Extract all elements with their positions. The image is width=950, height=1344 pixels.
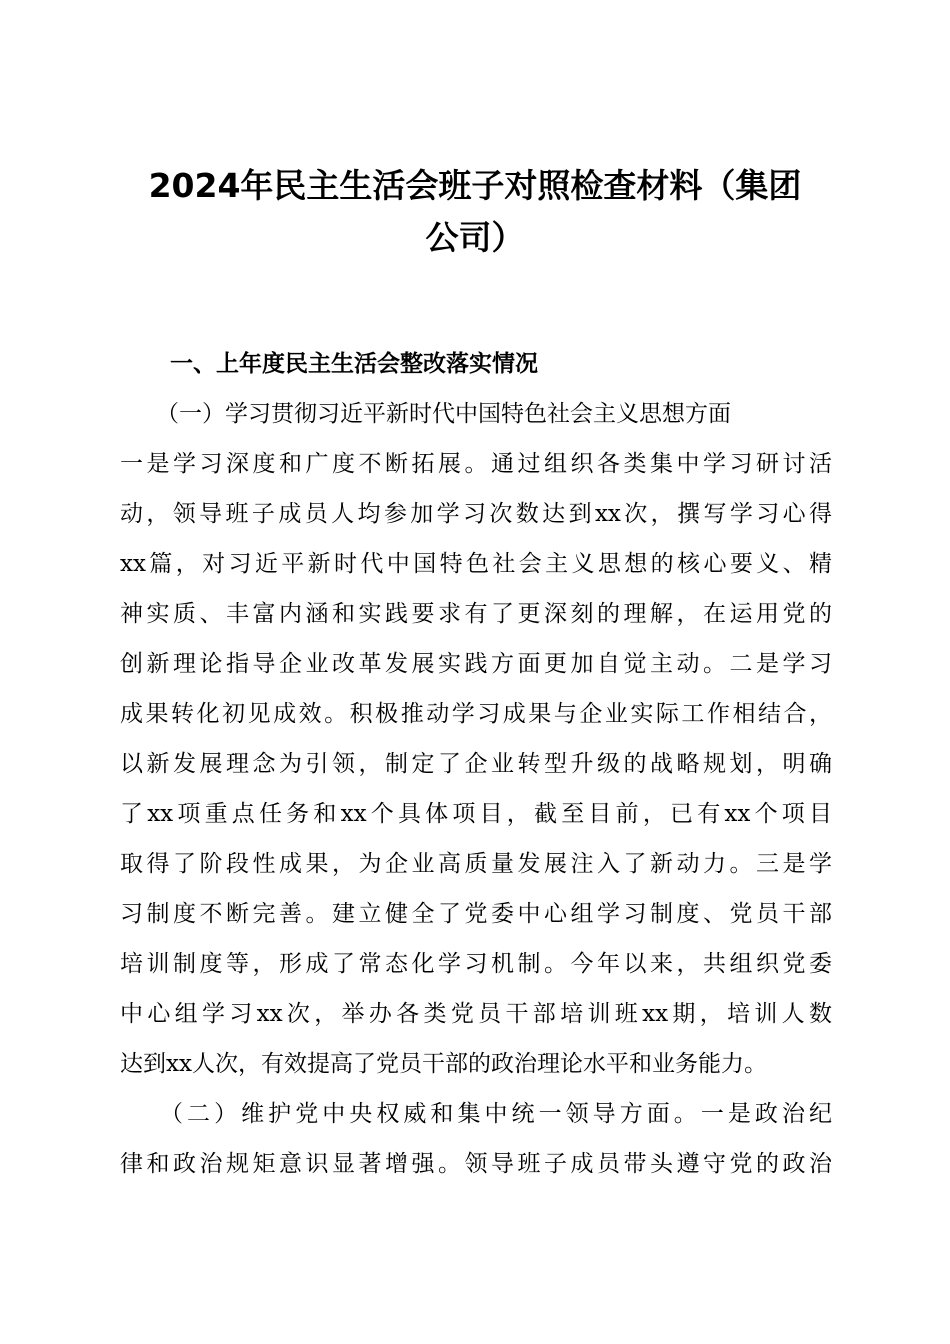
title-line: 2024年民主生活会班子对照检查材料（集团 bbox=[148, 166, 802, 205]
text-line: 以新发展理念为引领，制定了企业转型升级的战略规划，明确 bbox=[120, 751, 832, 777]
document-body bbox=[120, 339, 832, 1189]
title-line: 公司） bbox=[425, 218, 525, 257]
text-line: 神实质、丰富内涵和实践要求有了更深刻的理解，在运用党的 bbox=[120, 601, 832, 627]
paragraph bbox=[120, 389, 832, 1089]
document-title bbox=[110, 160, 840, 264]
text-line: 中心组学习xx次，举办各类党员干部培训班xx期，培训人数 bbox=[120, 1001, 832, 1027]
text-line: 习制度不断完善。建立健全了党委中心组学习制度、党员干部 bbox=[120, 901, 832, 927]
text-line: 成果转化初见成效。积极推动学习成果与企业实际工作相结合， bbox=[120, 701, 832, 727]
section-heading: 一、上年度民主生活会整改落实情况 bbox=[170, 351, 538, 377]
text-line: 培训制度等，形成了常态化学习机制。今年以来，共组织党委 bbox=[120, 951, 832, 977]
text-line: 了xx项重点任务和xx个具体项目，截至目前，已有xx个项目 bbox=[120, 801, 832, 827]
text-line: 取得了阶段性成果，为企业高质量发展注入了新动力。三是学 bbox=[120, 851, 832, 877]
text-line: 律和政治规矩意识显著增强。领导班子成员带头遵守党的政治 bbox=[120, 1151, 832, 1177]
text-line: （二）维护党中央权威和集中统一领导方面。一是政治纪 bbox=[160, 1101, 832, 1127]
text-line: （一）学习贯彻习近平新时代中国特色社会主义思想方面 bbox=[156, 401, 731, 427]
paragraph bbox=[120, 1089, 832, 1189]
text-line: xx篇，对习近平新时代中国特色社会主义思想的核心要义、精 bbox=[120, 551, 832, 577]
text-line: 创新理论指导企业改革发展实践方面更加自觉主动。二是学习 bbox=[120, 651, 832, 677]
text-line: 动，领导班子成员人均参加学习次数达到xx次，撰写学习心得 bbox=[120, 501, 832, 527]
text-line: 达到xx人次，有效提高了党员干部的政治理论水平和业务能力。 bbox=[120, 1051, 767, 1077]
text-line: 一是学习深度和广度不断拓展。通过组织各类集中学习研讨活 bbox=[120, 451, 832, 477]
